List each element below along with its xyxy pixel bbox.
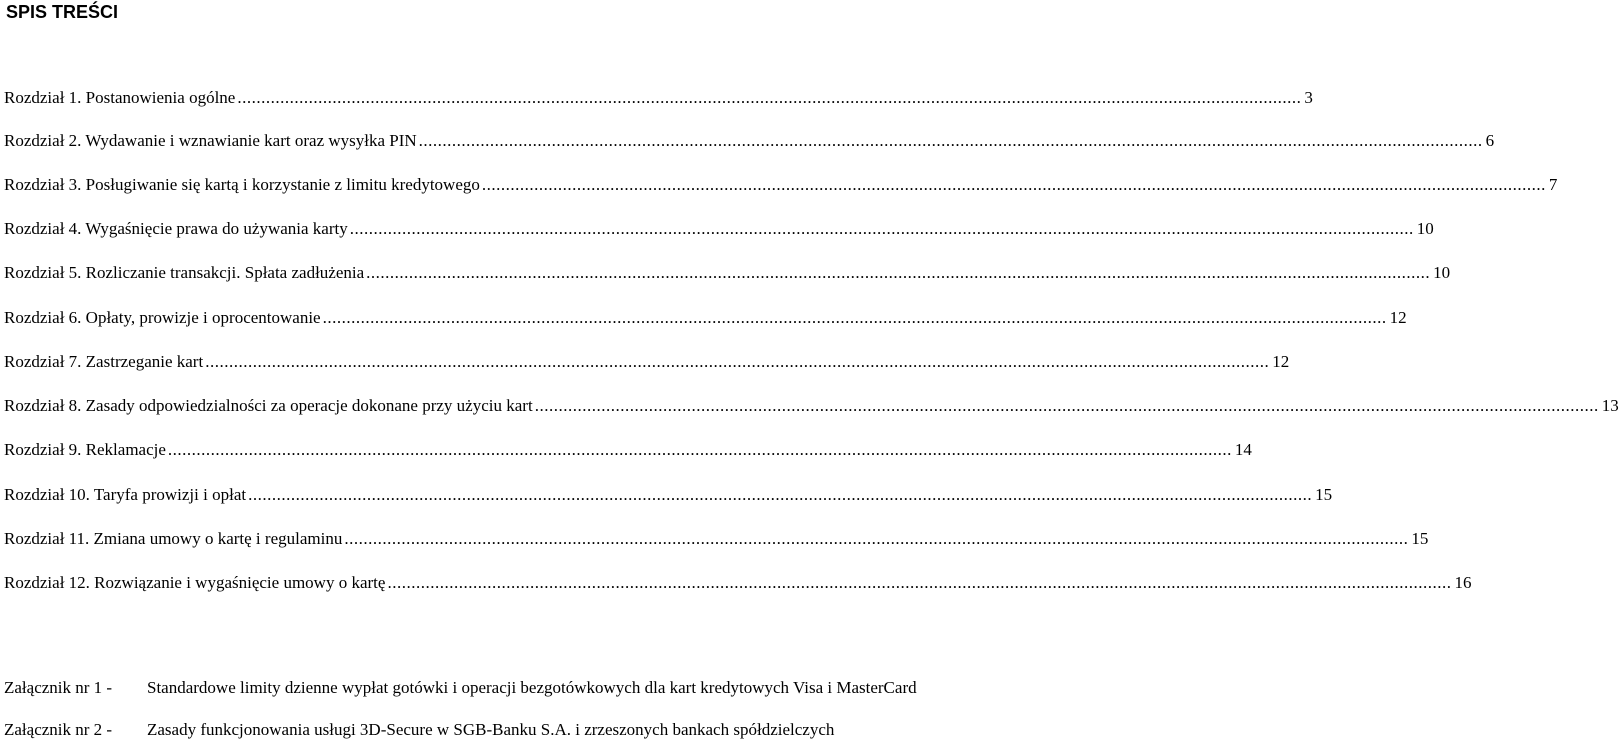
- toc-entry-label: Rozdział 11. Zmiana umowy o kartę i regulaminu: [4, 529, 343, 548]
- toc-entry-page: 12: [1272, 352, 1290, 371]
- toc-dot-leader: ................................................................................................................................................................................................................................: [387, 573, 1452, 592]
- toc-dot-leader: ................................................................................................................................................................................................................................: [237, 88, 1302, 107]
- toc-entry-9[interactable]: [4, 439, 1252, 461]
- toc-dot-leader: ................................................................................................................................................................................................................................: [418, 131, 1483, 150]
- toc-entry-label: Rozdział 3. Posługiwanie się kartą i korzystanie z limitu kredytowego: [4, 175, 480, 194]
- toc-entry-4[interactable]: [4, 218, 1434, 240]
- toc-entry-page: 16: [1454, 573, 1472, 592]
- toc-entry-page: 10: [1433, 263, 1451, 282]
- toc-entry-label: Rozdział 1. Postanowienia ogólne: [4, 88, 236, 107]
- toc-entry-1[interactable]: [4, 87, 1313, 109]
- toc-entry-label: Rozdział 8. Zasady odpowiedzialności za operacje dokonane przy użyciu kart: [4, 396, 533, 415]
- toc-entry-page: 6: [1485, 131, 1495, 150]
- toc-entry-2[interactable]: [4, 130, 1495, 152]
- toc-entry-label: Rozdział 5. Rozliczanie transakcji. Spłata zadłużenia: [4, 263, 365, 282]
- annex-description: Zasady funkcjonowania usługi 3D-Secure w SGB-Banku S.A. i zrzeszonych bankach spółdzielczych: [147, 720, 835, 739]
- toc-entry-page: 13: [1601, 396, 1619, 415]
- toc-dot-leader: ................................................................................................................................................................................................................................: [205, 352, 1270, 371]
- toc-entry-page: 15: [1411, 529, 1429, 548]
- toc-entry-page: 14: [1234, 440, 1252, 459]
- toc-entry-page: 3: [1304, 88, 1313, 107]
- annex-2: [4, 720, 956, 740]
- toc-entry-3[interactable]: [4, 174, 1558, 196]
- toc-entry-label: Rozdział 12. Rozwiązanie i wygaśnięcie umowy o kartę: [4, 573, 386, 592]
- toc-entry-label: Rozdział 7. Zastrzeganie kart: [4, 352, 204, 371]
- page-title: SPIS TREŚCI: [6, 2, 119, 22]
- toc-entry-page: 10: [1416, 219, 1434, 238]
- toc-entry-label: Rozdział 10. Taryfa prowizji i opłat: [4, 485, 247, 504]
- toc-entry-page: 15: [1315, 485, 1333, 504]
- toc-entry-label: Rozdział 2. Wydawanie i wznawianie kart oraz wysyłka PIN: [4, 131, 417, 150]
- toc-entry-label: Rozdział 6. Opłaty, prowizje i oprocentowanie: [4, 308, 321, 327]
- toc-dot-leader: ................................................................................................................................................................................................................................: [322, 308, 1387, 327]
- toc-entry-label: Rozdział 9. Reklamacje: [4, 440, 166, 459]
- annex-description: Standardowe limity dzienne wypłat gotówki i operacji bezgotówkowych dla kart kredytowych Visa i MasterCard: [147, 678, 917, 697]
- toc-entry-6[interactable]: [4, 307, 1407, 329]
- toc-dot-leader: ................................................................................................................................................................................................................................: [534, 396, 1599, 415]
- toc-dot-leader: ................................................................................................................................................................................................................................: [481, 175, 1546, 194]
- toc-entry-label: Rozdział 4. Wygaśnięcie prawa do używania karty: [4, 219, 348, 238]
- toc-entry-8[interactable]: [4, 395, 1619, 417]
- toc-dot-leader: ................................................................................................................................................................................................................................: [344, 529, 1409, 548]
- toc-dot-leader: ................................................................................................................................................................................................................................: [349, 219, 1414, 238]
- annex-label: Załącznik nr 2 -: [4, 720, 113, 739]
- toc-dot-leader: ................................................................................................................................................................................................................................: [248, 485, 1313, 504]
- toc-entry-12[interactable]: [4, 572, 1472, 594]
- toc-dot-leader: ................................................................................................................................................................................................................................: [167, 440, 1232, 459]
- toc-entry-7[interactable]: [4, 351, 1290, 373]
- toc-entry-page: 12: [1389, 308, 1407, 327]
- toc-entry-page: 7: [1548, 175, 1558, 194]
- toc-entry-11[interactable]: [4, 528, 1429, 550]
- toc-entry-5[interactable]: [4, 262, 1451, 284]
- toc-entry-10[interactable]: [4, 484, 1333, 506]
- annex-label: Załącznik nr 1 -: [4, 678, 113, 697]
- toc-dot-leader: ................................................................................................................................................................................................................................: [366, 263, 1431, 282]
- annex-1: [4, 678, 956, 718]
